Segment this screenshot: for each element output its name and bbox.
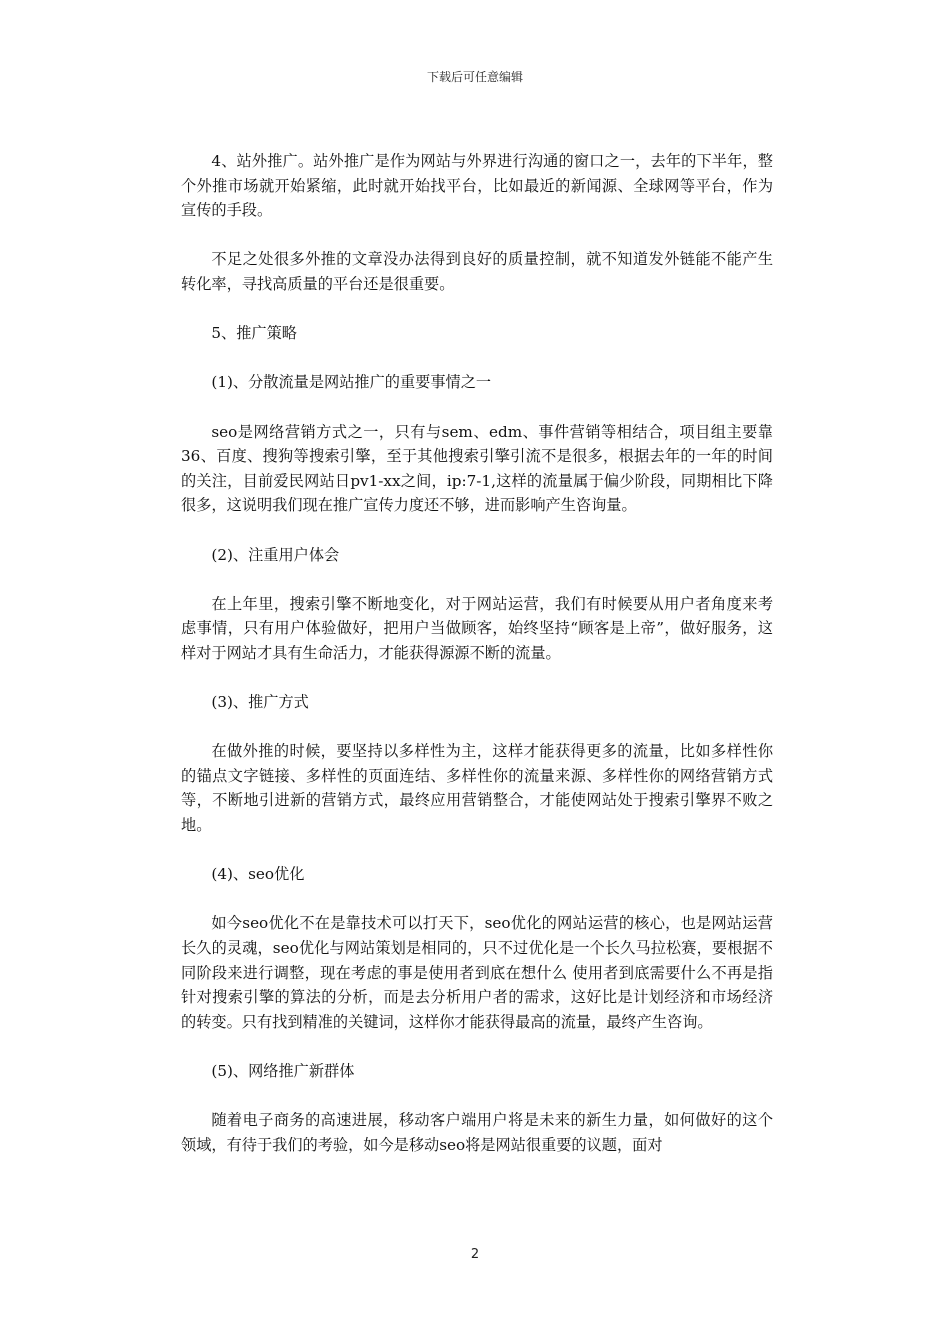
subsection-heading: (4)、seo优化	[211, 865, 305, 884]
document-body	[181, 149, 773, 1182]
page-header: 下载后可任意编辑	[426, 70, 523, 84]
paragraph: 在上年里，搜索引擎不断地变化，对于网站运营，我们有时候要从用户者角度来考虑事情，只有用户体验做好，把用户当做顾客，始终坚持“顾客是上帝”，做好服务，这样对于网站才具有生命活力，才能获得源源不断的流量。	[181, 594, 773, 662]
paragraph: 在做外推的时候，要坚持以多样性为主，这样才能获得更多的流量，比如多样性你的锚点文字链接、多样性的页面连结、多样性你的流量来源、多样性你的网络营销方式等，不断地引进新的营销方式，最终应用营销整合，才能使网站处于搜索引擎界不败之地。	[181, 742, 773, 835]
paragraph: seo是网络营销方式之一，只有与sem、edm、事件营销等相结合，项目组主要靠36、百度、搜狗等搜索引擎，至于其他搜索引擎引流不是很多，根据去年的一年的时间的关注，目前爱民网站日pv1-xx之间，ip:7-1,这样的流量属于偏少阶段，同期相比下降很多，这说明我们现在推广宣传力度还不够，进而影响产生咨询量。	[181, 422, 773, 515]
subsection-heading: (3)、推广方式	[211, 693, 309, 712]
paragraph: 随着电子商务的高速进展，移动客户端用户将是未来的新生力量，如何做好的这个领域，有待于我们的考验，如今是移动seo将是网站很重要的议题，面对	[181, 1111, 773, 1154]
paragraph: 如今seo优化不在是靠技术可以打天下，seo优化的网站运营的核心，也是网站运营长久的灵魂，seo优化与网站策划是相同的，只不过优化是一个长久马拉松赛，要根据不同阶段来进行调整，现在考虑的事是使用者到底在想什么 使用者到底需要什么不再是指针对搜索引擎的算法的分析，而是去分析用户者的需求，这好比是计划经济和市场经济的转变。只有找到精准的关键词，这样你才能获得最高的流量，最终产生咨询。	[181, 914, 773, 1031]
paragraph: 4、站外推广。站外推广是作为网站与外界进行沟通的窗口之一，去年的下半年，整个外推市场就开始紧缩，此时就开始找平台，比如最近的新闻源、全球网等平台，作为宣传的手段。	[181, 152, 773, 220]
page-number: 2	[470, 1247, 480, 1262]
subsection-heading: (5)、网络推广新群体	[211, 1061, 355, 1080]
subsection-heading: (1)、分散流量是网站推广的重要事情之一	[211, 373, 492, 392]
subsection-heading: (2)、注重用户体会	[211, 545, 340, 564]
section-heading: 5、推广策略	[211, 324, 297, 343]
paragraph: 不足之处很多外推的文章没办法得到良好的质量控制，就不知道发外链能不能产生转化率，寻找高质量的平台还是很重要。	[181, 250, 773, 293]
